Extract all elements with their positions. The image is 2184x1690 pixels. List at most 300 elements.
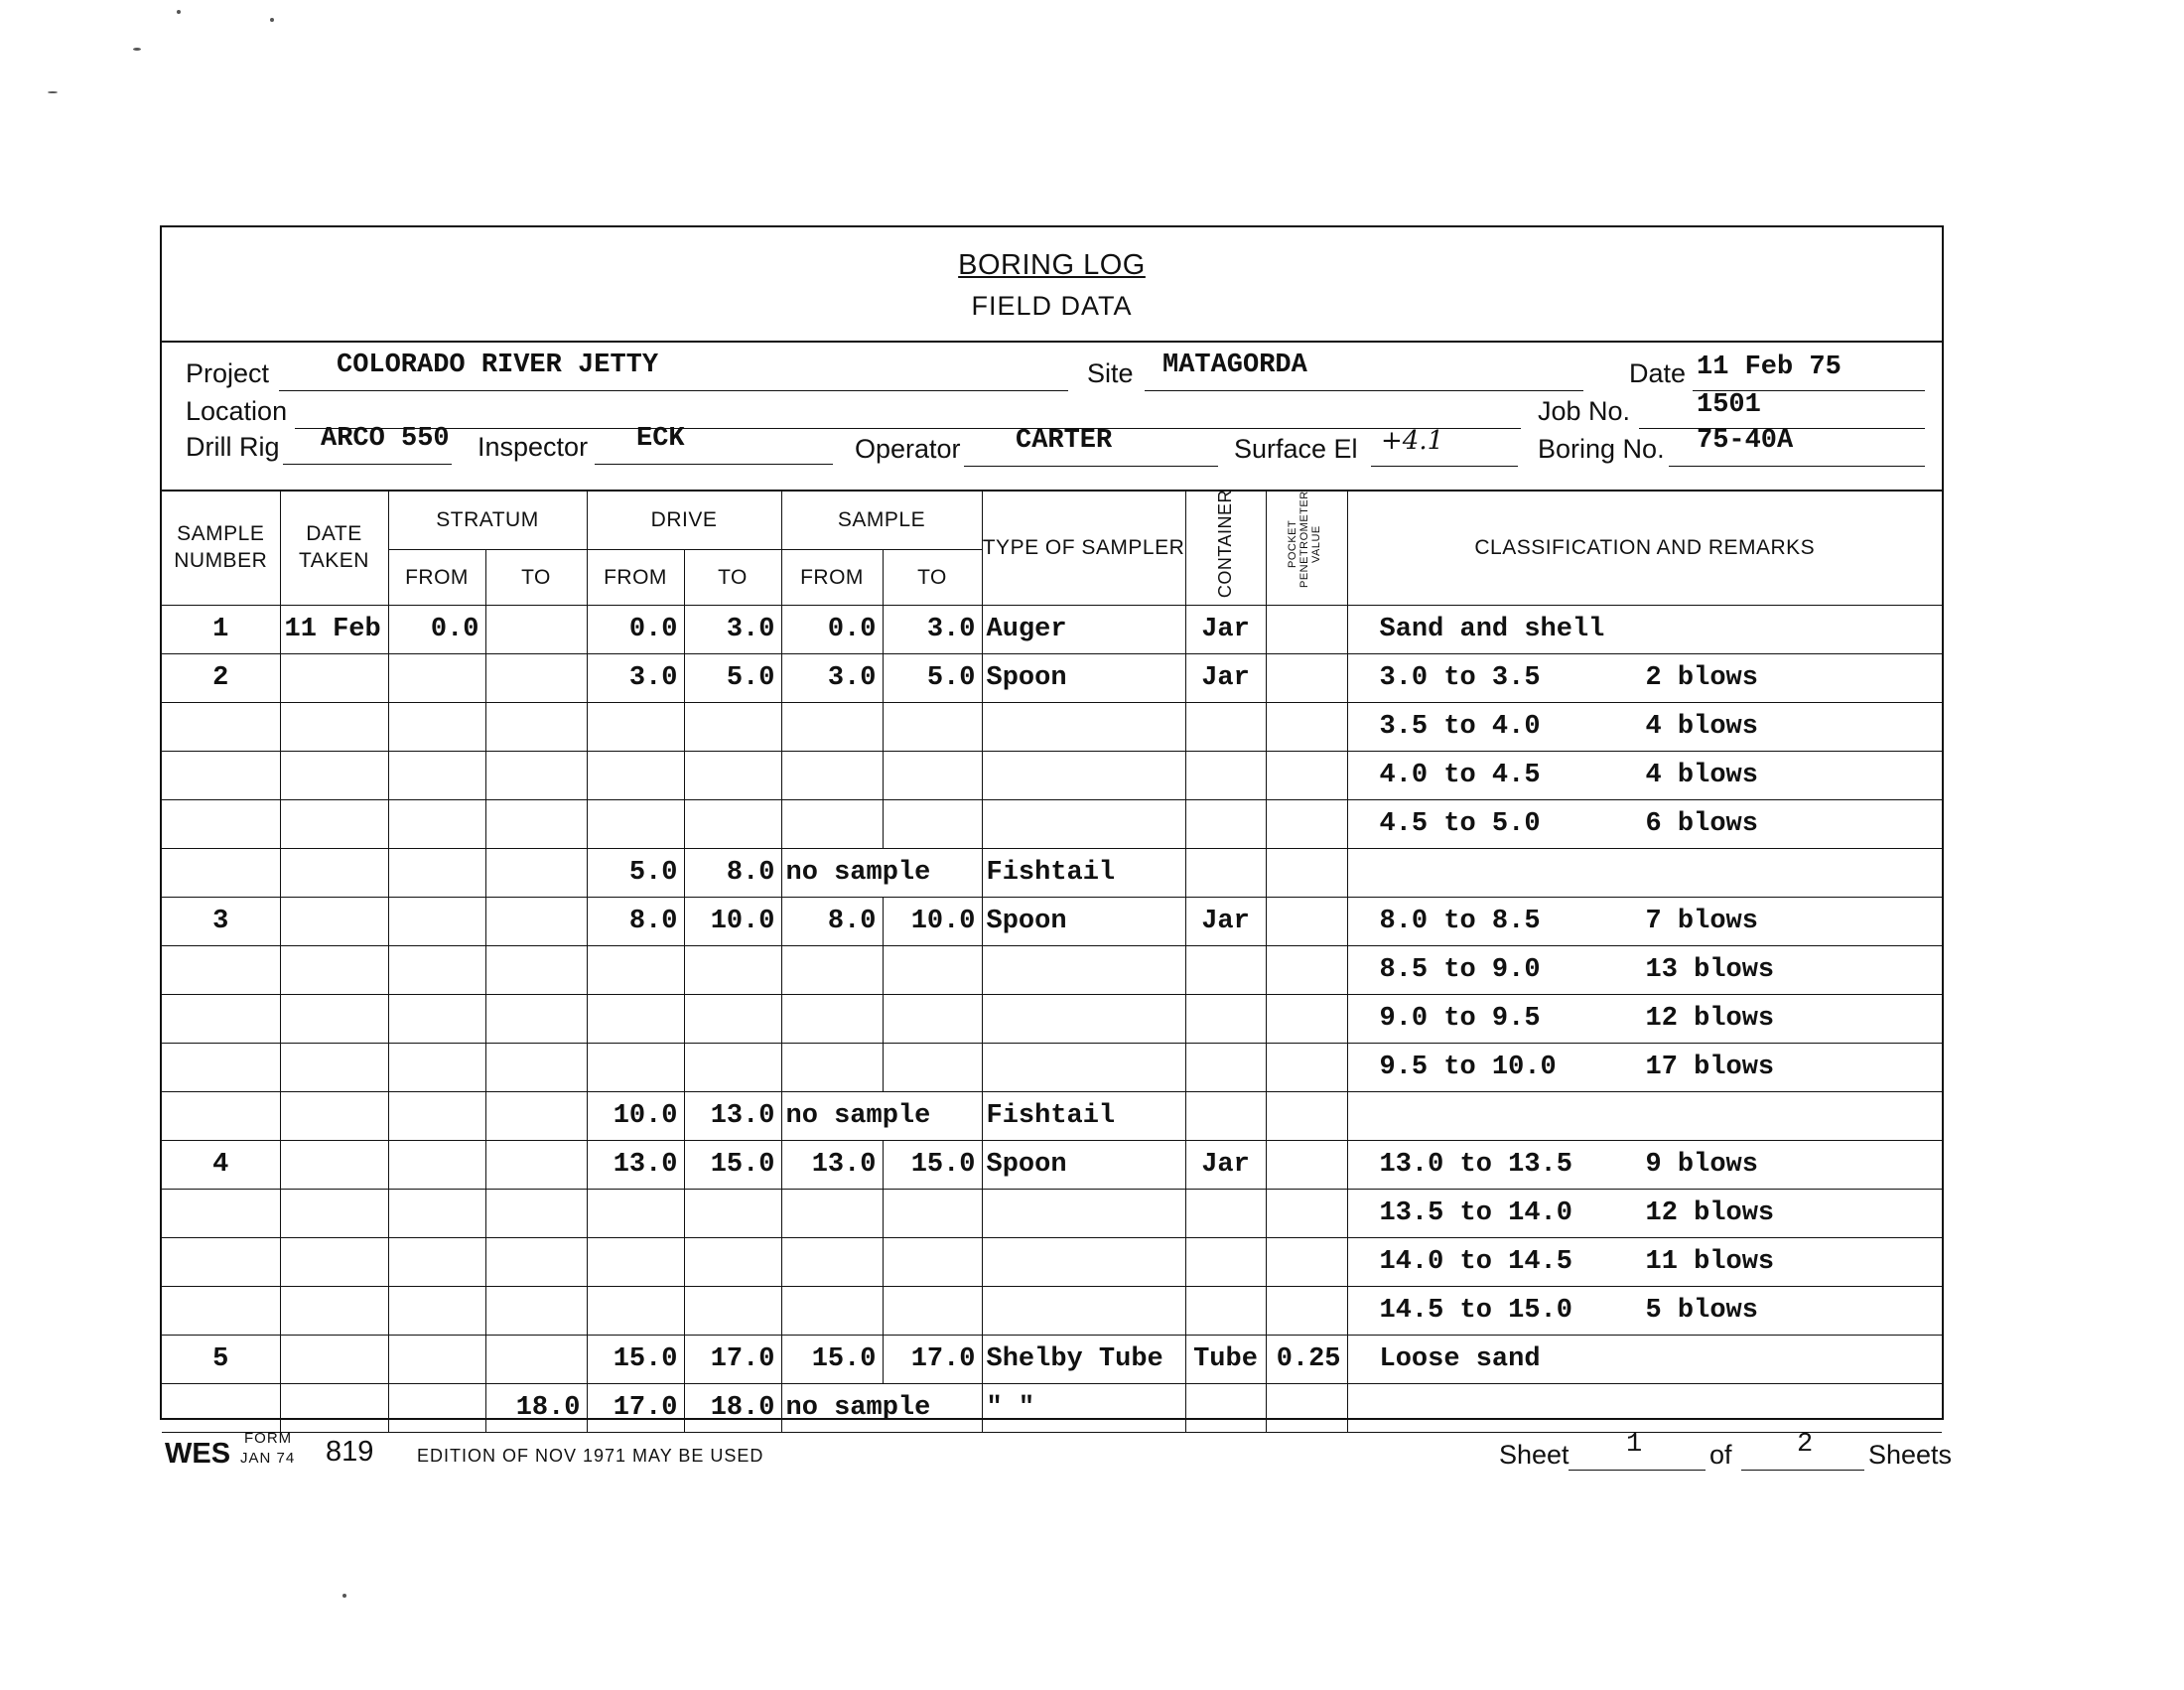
stratum-to-cell — [485, 1336, 587, 1384]
remark-blows: 12 blows — [1645, 1198, 1775, 1229]
sample-number-cell — [162, 946, 280, 995]
surface-label: Surface El — [1234, 434, 1358, 464]
stratum-from-cell — [388, 1190, 485, 1238]
remarks-cell — [1347, 606, 1942, 654]
remarks-cell — [1347, 1190, 1942, 1238]
container-cell — [1185, 995, 1266, 1044]
sampler-type-cell — [982, 1287, 1185, 1336]
operator-value: CARTER — [1016, 426, 1113, 456]
no-sample-cell: no sample — [781, 849, 982, 898]
date-taken-cell — [280, 1141, 388, 1190]
sampler-type-cell: Shelby Tube — [982, 1336, 1185, 1384]
stratum-from-cell — [388, 703, 485, 752]
drive-to-cell: 3.0 — [684, 606, 781, 654]
project-value: COLORADO RIVER JETTY — [337, 351, 659, 380]
sample-from-cell — [781, 752, 883, 800]
container-cell — [1185, 1044, 1266, 1092]
remarks-cell — [1347, 995, 1942, 1044]
sample-from-cell: 0.0 — [781, 606, 883, 654]
col-drive: DRIVE — [587, 490, 781, 550]
stratum-to-cell — [485, 946, 587, 995]
penetrometer-cell — [1266, 654, 1347, 703]
sample-from-cell — [781, 1287, 883, 1336]
sample-to-cell — [883, 1190, 982, 1238]
stratum-from-cell — [388, 1384, 485, 1433]
inspector-value: ECK — [636, 424, 685, 454]
penetrometer-cell — [1266, 1141, 1347, 1190]
sample-number-cell — [162, 1190, 280, 1238]
col-pocket-penetrometer — [1266, 490, 1347, 606]
sample-number-cell — [162, 1238, 280, 1287]
container-cell: Jar — [1185, 1141, 1266, 1190]
sample-to-cell: 5.0 — [883, 654, 982, 703]
date-taken-cell — [280, 1044, 388, 1092]
remark-blows: 11 blows — [1645, 1247, 1775, 1278]
stratum-to-cell — [485, 703, 587, 752]
edition-note: EDITION OF NOV 1971 MAY BE USED — [417, 1446, 764, 1466]
remark-blows: 17 blows — [1645, 1053, 1775, 1083]
sampler-type-cell: Spoon — [982, 654, 1185, 703]
drive-to-cell — [684, 1044, 781, 1092]
date-taken-cell — [280, 946, 388, 995]
remark-depth: 3.0 to 3.5 — [1379, 663, 1541, 694]
stratum-to-cell — [485, 1092, 587, 1141]
of-label: of — [1709, 1440, 1732, 1470]
sample-number-cell: 3 — [162, 898, 280, 946]
drive-to-cell — [684, 1287, 781, 1336]
penetrometer-cell — [1266, 1384, 1347, 1433]
remark-depth: 13.0 to 13.5 — [1379, 1150, 1572, 1181]
col-drive-to: TO — [684, 550, 781, 606]
date-taken-cell — [280, 1190, 388, 1238]
site-label: Site — [1087, 358, 1134, 388]
drive-to-cell — [684, 946, 781, 995]
table-row — [162, 995, 1942, 1044]
sample-from-cell: 8.0 — [781, 898, 883, 946]
container-cell: Jar — [1185, 606, 1266, 654]
stratum-to-cell — [485, 606, 587, 654]
sampler-type-cell — [982, 995, 1185, 1044]
drive-from-cell: 17.0 — [587, 1384, 684, 1433]
table-row — [162, 1336, 1942, 1384]
remark-depth: 8.0 to 8.5 — [1379, 907, 1541, 937]
sample-number-cell — [162, 752, 280, 800]
stratum-from-cell — [388, 946, 485, 995]
form-date: JAN 74 — [240, 1450, 296, 1467]
remark-blows: 7 blows — [1645, 907, 1758, 937]
col-stratum-from: FROM — [388, 550, 485, 606]
stratum-to-cell — [485, 898, 587, 946]
penetrometer-cell — [1266, 946, 1347, 995]
remarks-cell — [1347, 1141, 1942, 1190]
drill-rig-label: Drill Rig — [186, 432, 280, 462]
col-stratum: STRATUM — [388, 490, 587, 550]
container-cell — [1185, 800, 1266, 849]
drive-from-cell: 3.0 — [587, 654, 684, 703]
table-row — [162, 654, 1942, 703]
sample-to-cell: 10.0 — [883, 898, 982, 946]
header-fields — [162, 341, 1942, 492]
drive-to-cell: 17.0 — [684, 1336, 781, 1384]
sample-from-cell — [781, 800, 883, 849]
remark-blows: 5 blows — [1645, 1296, 1758, 1327]
scan-speck — [177, 10, 181, 14]
container-cell — [1185, 1092, 1266, 1141]
sampler-type-cell: Auger — [982, 606, 1185, 654]
sampler-type-cell: Spoon — [982, 898, 1185, 946]
sampler-type-cell — [982, 1044, 1185, 1092]
log-body — [162, 606, 1942, 1433]
scan-speck — [133, 48, 141, 51]
job-label: Job No. — [1538, 396, 1631, 426]
date-taken-cell — [280, 1384, 388, 1433]
form-title: BORING LOG — [958, 249, 1146, 281]
sample-to-cell — [883, 1238, 982, 1287]
remarks-cell — [1347, 1287, 1942, 1336]
table-row — [162, 752, 1942, 800]
stratum-from-cell — [388, 1092, 485, 1141]
scan-speck — [48, 91, 58, 93]
remark-depth: 9.5 to 10.0 — [1379, 1053, 1557, 1083]
drive-to-cell: 13.0 — [684, 1092, 781, 1141]
remark-depth: 13.5 to 14.0 — [1379, 1198, 1572, 1229]
stratum-from-cell — [388, 654, 485, 703]
date-taken-cell — [280, 995, 388, 1044]
container-cell: Tube — [1185, 1336, 1266, 1384]
col-container — [1185, 490, 1266, 606]
sample-from-cell — [781, 1190, 883, 1238]
sample-from-cell: 3.0 — [781, 654, 883, 703]
drive-to-cell: 8.0 — [684, 849, 781, 898]
penetrometer-cell — [1266, 752, 1347, 800]
remark-depth: 9.0 to 9.5 — [1379, 1004, 1541, 1035]
sheet-line — [1569, 1470, 1706, 1471]
drill-rig-line — [283, 464, 452, 465]
remark-blows: 4 blows — [1645, 712, 1758, 743]
sheet-label: Sheet — [1499, 1440, 1570, 1470]
sample-from-cell: 13.0 — [781, 1141, 883, 1190]
penetrometer-cell — [1266, 849, 1347, 898]
remark-depth: Loose sand — [1379, 1344, 1541, 1375]
sampler-type-cell — [982, 800, 1185, 849]
penetrometer-cell — [1266, 606, 1347, 654]
stratum-to-cell — [485, 654, 587, 703]
date-taken-cell: 11 Feb — [280, 606, 388, 654]
sample-to-cell — [883, 1287, 982, 1336]
scan-speck — [270, 18, 274, 22]
sample-to-cell — [883, 1044, 982, 1092]
remark-depth: 4.5 to 5.0 — [1379, 809, 1541, 840]
sample-to-cell: 17.0 — [883, 1336, 982, 1384]
drive-to-cell — [684, 752, 781, 800]
drive-to-cell — [684, 995, 781, 1044]
stratum-to-cell — [485, 1287, 587, 1336]
sample-from-cell — [781, 1044, 883, 1092]
form-title-box — [162, 227, 1942, 343]
table-row — [162, 849, 1942, 898]
remark-depth: 4.0 to 4.5 — [1379, 761, 1541, 791]
container-cell — [1185, 1287, 1266, 1336]
table-row — [162, 1141, 1942, 1190]
stratum-to-cell: 18.0 — [485, 1384, 587, 1433]
boring-line — [1669, 466, 1925, 467]
date-taken-cell — [280, 1336, 388, 1384]
job-value: 1501 — [1697, 390, 1761, 420]
sample-number-cell: 2 — [162, 654, 280, 703]
stratum-from-cell — [388, 1141, 485, 1190]
stratum-from-cell — [388, 1287, 485, 1336]
no-sample-cell: no sample — [781, 1384, 982, 1433]
drive-to-cell: 15.0 — [684, 1141, 781, 1190]
remarks-cell — [1347, 1384, 1942, 1433]
container-cell — [1185, 946, 1266, 995]
date-taken-cell — [280, 898, 388, 946]
penetrometer-cell — [1266, 1092, 1347, 1141]
boring-value: 75-40A — [1697, 426, 1794, 456]
wes-label: WES — [165, 1438, 231, 1470]
penetrometer-cell: 0.25 — [1266, 1336, 1347, 1384]
remark-blows: 2 blows — [1645, 663, 1758, 694]
penetrometer-cell — [1266, 703, 1347, 752]
drive-from-cell: 5.0 — [587, 849, 684, 898]
sample-number-cell — [162, 1044, 280, 1092]
stratum-to-cell — [485, 1141, 587, 1190]
table-row — [162, 703, 1942, 752]
sheet-total: 2 — [1797, 1430, 1814, 1460]
drive-to-cell — [684, 703, 781, 752]
stratum-from-cell — [388, 1238, 485, 1287]
sample-to-cell: 3.0 — [883, 606, 982, 654]
table-row — [162, 1092, 1942, 1141]
remark-blows: 6 blows — [1645, 809, 1758, 840]
remark-depth: 14.0 to 14.5 — [1379, 1247, 1572, 1278]
container-cell: Jar — [1185, 898, 1266, 946]
drive-to-cell — [684, 1190, 781, 1238]
stratum-to-cell — [485, 752, 587, 800]
sampler-type-cell — [982, 1190, 1185, 1238]
container-cell — [1185, 703, 1266, 752]
sample-to-cell: 15.0 — [883, 1141, 982, 1190]
sampler-type-cell: Fishtail — [982, 1092, 1185, 1141]
sample-number-cell — [162, 995, 280, 1044]
stratum-to-cell — [485, 1190, 587, 1238]
drive-from-cell: 10.0 — [587, 1092, 684, 1141]
location-line — [295, 428, 1521, 429]
container-cell — [1185, 1190, 1266, 1238]
stratum-from-cell — [388, 752, 485, 800]
stratum-to-cell — [485, 1044, 587, 1092]
remark-blows: 13 blows — [1645, 955, 1775, 986]
surface-value: +4.1 — [1381, 426, 1444, 456]
sample-from-cell: 15.0 — [781, 1336, 883, 1384]
remark-depth: 8.5 to 9.0 — [1379, 955, 1541, 986]
drive-from-cell — [587, 946, 684, 995]
col-date-taken: DATE TAKEN — [280, 490, 388, 606]
stratum-to-cell — [485, 995, 587, 1044]
col-sample-number: SAMPLE NUMBER — [162, 490, 280, 606]
remarks-cell — [1347, 1336, 1942, 1384]
form-number: 819 — [326, 1436, 374, 1468]
sample-to-cell — [883, 946, 982, 995]
container-cell — [1185, 1238, 1266, 1287]
boring-log-form — [160, 225, 1944, 1424]
stratum-from-cell — [388, 1044, 485, 1092]
table-row — [162, 1190, 1942, 1238]
penetrometer-cell — [1266, 1238, 1347, 1287]
remarks-cell — [1347, 703, 1942, 752]
col-pocket-penetrometer-label: POCKET PENETROMETER VALUE — [1287, 490, 1323, 588]
form-word: FORM — [244, 1430, 293, 1447]
stratum-from-cell — [388, 898, 485, 946]
sampler-type-cell — [982, 703, 1185, 752]
date-taken-cell — [280, 703, 388, 752]
col-drive-from: FROM — [587, 550, 684, 606]
stratum-from-cell — [388, 995, 485, 1044]
table-row — [162, 898, 1942, 946]
sample-from-cell — [781, 703, 883, 752]
operator-label: Operator — [855, 434, 961, 464]
sample-number-cell — [162, 1092, 280, 1141]
stratum-from-cell — [388, 800, 485, 849]
col-container-label: CONTAINER — [1214, 490, 1235, 599]
drive-to-cell: 5.0 — [684, 654, 781, 703]
drive-from-cell — [587, 1044, 684, 1092]
date-taken-cell — [280, 1092, 388, 1141]
table-row — [162, 800, 1942, 849]
table-row — [162, 1287, 1942, 1336]
sample-number-cell — [162, 1384, 280, 1433]
date-taken-cell — [280, 1238, 388, 1287]
remark-blows: 4 blows — [1645, 761, 1758, 791]
drive-from-cell: 8.0 — [587, 898, 684, 946]
sample-number-cell — [162, 1287, 280, 1336]
drive-from-cell: 0.0 — [587, 606, 684, 654]
sampler-type-cell — [982, 752, 1185, 800]
stratum-to-cell — [485, 849, 587, 898]
inspector-label: Inspector — [478, 432, 589, 462]
drive-from-cell — [587, 1190, 684, 1238]
location-label: Location — [186, 396, 288, 426]
sample-from-cell — [781, 946, 883, 995]
remarks-cell — [1347, 752, 1942, 800]
inspector-line — [595, 464, 833, 465]
boring-log-table — [162, 490, 1942, 1433]
sample-number-cell — [162, 703, 280, 752]
remark-depth: Sand and shell — [1379, 615, 1605, 645]
penetrometer-cell — [1266, 995, 1347, 1044]
date-taken-cell — [280, 654, 388, 703]
penetrometer-cell — [1266, 1287, 1347, 1336]
of-line — [1741, 1470, 1864, 1471]
stratum-from-cell: 0.0 — [388, 606, 485, 654]
remarks-cell — [1347, 898, 1942, 946]
col-sample: SAMPLE — [781, 490, 982, 550]
stratum-to-cell — [485, 1238, 587, 1287]
remark-depth: 3.5 to 4.0 — [1379, 712, 1541, 743]
sample-number-cell: 5 — [162, 1336, 280, 1384]
table-row — [162, 1044, 1942, 1092]
remark-blows: 12 blows — [1645, 1004, 1775, 1035]
form-subtitle: FIELD DATA — [971, 291, 1133, 321]
container-cell: Jar — [1185, 654, 1266, 703]
project-line — [279, 390, 1068, 391]
sample-number-cell: 1 — [162, 606, 280, 654]
remark-blows: 9 blows — [1645, 1150, 1758, 1181]
drive-to-cell — [684, 1238, 781, 1287]
drive-from-cell — [587, 752, 684, 800]
remarks-cell — [1347, 1092, 1942, 1141]
col-sample-to: TO — [883, 550, 982, 606]
sampler-type-cell — [982, 946, 1185, 995]
date-taken-cell — [280, 752, 388, 800]
sampler-type-cell — [982, 1238, 1185, 1287]
sample-number-cell — [162, 849, 280, 898]
date-label: Date — [1629, 358, 1687, 388]
drive-from-cell: 15.0 — [587, 1336, 684, 1384]
scan-speck — [342, 1594, 346, 1598]
remarks-cell — [1347, 1044, 1942, 1092]
drill-rig-value: ARCO 550 — [321, 424, 450, 454]
penetrometer-cell — [1266, 898, 1347, 946]
col-type-of-sampler: TYPE OF SAMPLER — [982, 490, 1185, 606]
sampler-type-cell: " " — [982, 1384, 1185, 1433]
sample-number-cell — [162, 800, 280, 849]
sheet-number: 1 — [1626, 1430, 1643, 1460]
sample-to-cell — [883, 800, 982, 849]
col-stratum-to: TO — [485, 550, 587, 606]
col-sample-from: FROM — [781, 550, 883, 606]
remarks-cell — [1347, 849, 1942, 898]
sample-from-cell — [781, 1238, 883, 1287]
stratum-to-cell — [485, 800, 587, 849]
col-classification: CLASSIFICATION AND REMARKS — [1347, 490, 1942, 606]
remarks-cell — [1347, 946, 1942, 995]
sampler-type-cell: Fishtail — [982, 849, 1185, 898]
drive-to-cell: 18.0 — [684, 1384, 781, 1433]
site-value: MATAGORDA — [1162, 351, 1307, 380]
date-taken-cell — [280, 849, 388, 898]
drive-from-cell — [587, 995, 684, 1044]
table-row — [162, 946, 1942, 995]
sample-to-cell — [883, 995, 982, 1044]
surface-line — [1371, 466, 1518, 467]
penetrometer-cell — [1266, 800, 1347, 849]
penetrometer-cell — [1266, 1190, 1347, 1238]
drive-to-cell — [684, 800, 781, 849]
penetrometer-cell — [1266, 1044, 1347, 1092]
sample-to-cell — [883, 752, 982, 800]
drive-from-cell: 13.0 — [587, 1141, 684, 1190]
table-row — [162, 1238, 1942, 1287]
remarks-cell — [1347, 654, 1942, 703]
remarks-cell — [1347, 1238, 1942, 1287]
sampler-type-cell: Spoon — [982, 1141, 1185, 1190]
no-sample-cell: no sample — [781, 1092, 982, 1141]
drive-from-cell — [587, 703, 684, 752]
date-value: 11 Feb 75 — [1697, 352, 1842, 382]
sample-to-cell — [883, 703, 982, 752]
sheets-label: Sheets — [1868, 1440, 1953, 1470]
date-taken-cell — [280, 800, 388, 849]
drive-from-cell — [587, 1287, 684, 1336]
date-taken-cell — [280, 1287, 388, 1336]
drive-from-cell — [587, 800, 684, 849]
boring-label: Boring No. — [1538, 434, 1665, 464]
remark-depth: 14.5 to 15.0 — [1379, 1296, 1572, 1327]
project-label: Project — [186, 358, 270, 388]
sample-number-cell: 4 — [162, 1141, 280, 1190]
container-cell — [1185, 752, 1266, 800]
